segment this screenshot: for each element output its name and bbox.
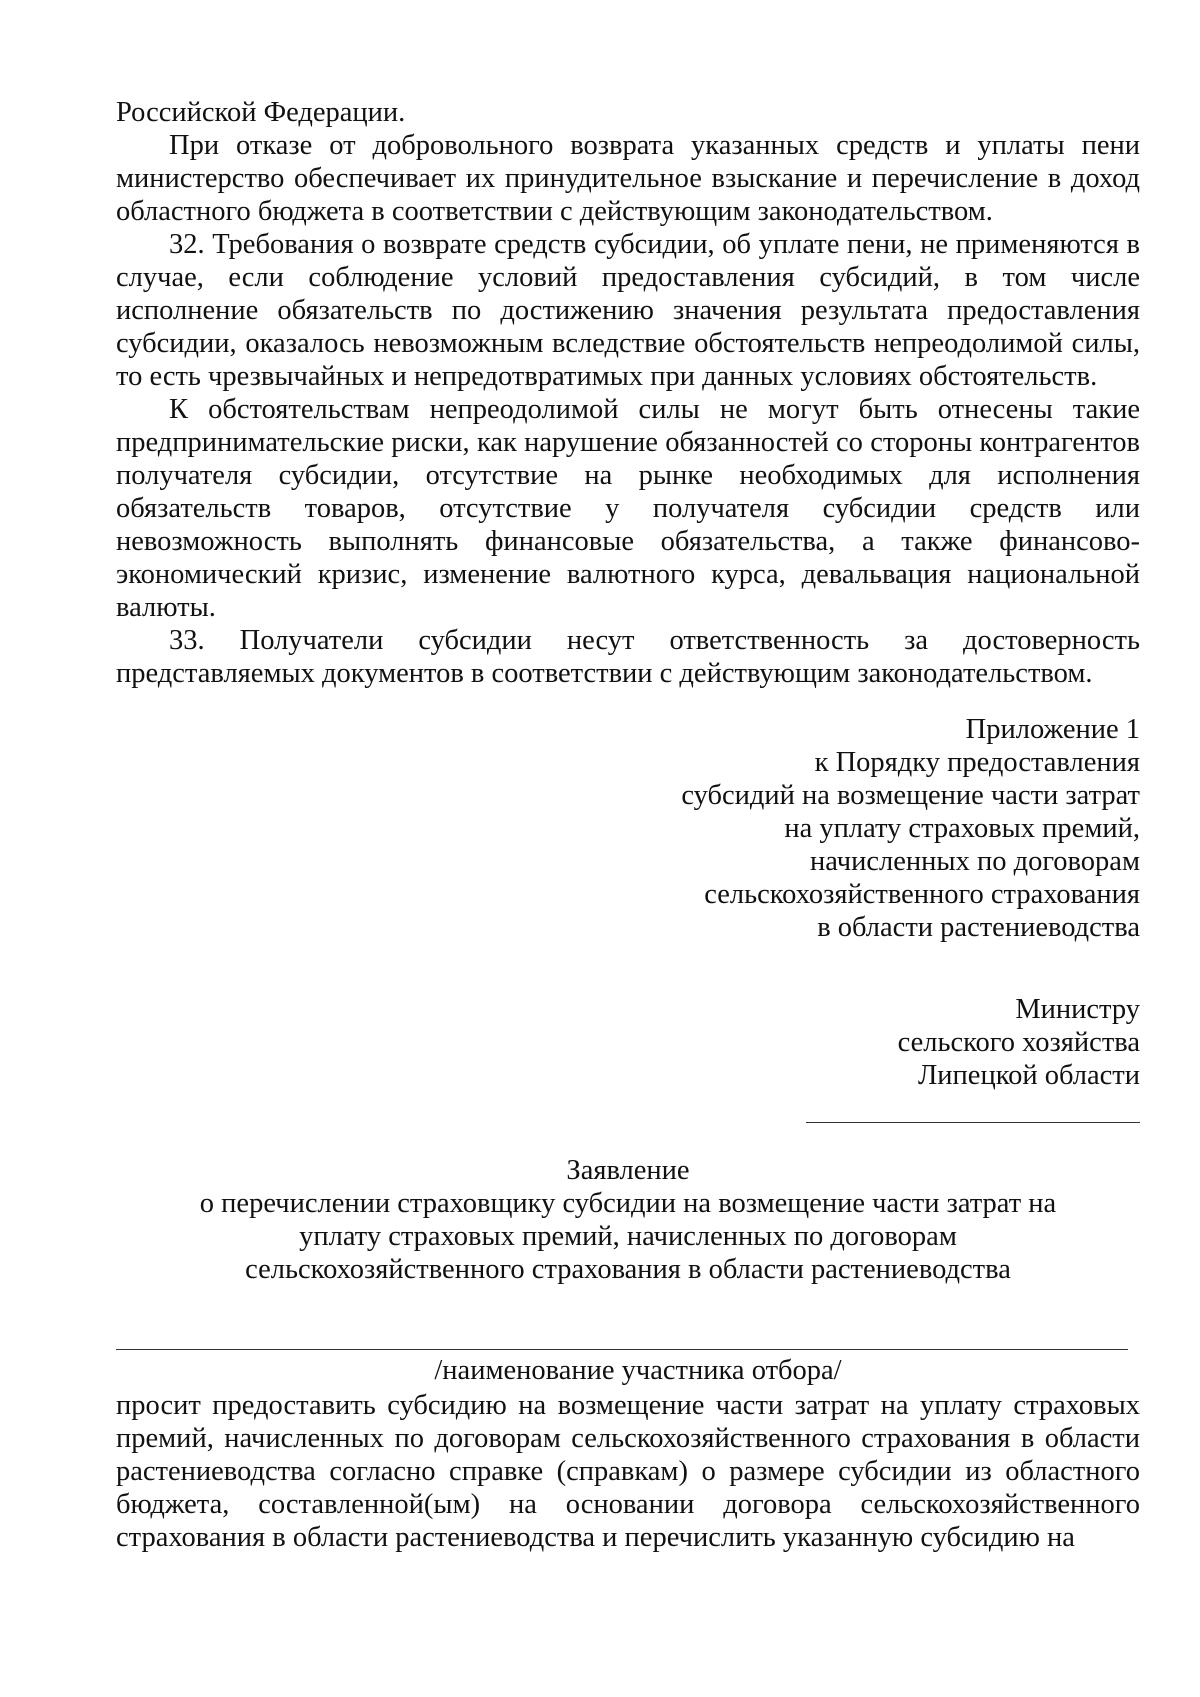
request-text <box>116 1389 1140 1554</box>
addressee-line: Липецкой области <box>917 1060 1140 1091</box>
applicant-name-caption: /наименование участника отбора/ <box>434 1355 842 1386</box>
appendix-line: Приложение 1 <box>965 714 1140 745</box>
appendix-line: сельскохозяйственного страхования <box>704 879 1140 910</box>
appendix-line: на уплату страховых премий, <box>784 813 1140 844</box>
appendix-line: начисленных по договорам <box>810 846 1140 877</box>
document-body <box>116 96 1140 690</box>
statement-title: Заявление <box>566 1155 690 1186</box>
paragraph-refusal: При отказе от добровольного возврата указанных средств и уплаты пени министерство обеспечивает их принудительное взыскание и перечисление в доход областного бюджета в соответствии с действующим законодательством. <box>116 130 1140 227</box>
addressee-blank-line <box>806 1122 1140 1123</box>
appendix-line: субсидий на возмещение части затрат <box>681 780 1140 811</box>
addressee-line: Министру <box>1015 994 1140 1025</box>
addressee-line: сельского хозяйства <box>897 1027 1140 1058</box>
paragraph-force-majeure: К обстоятельствам непреодолимой силы не могут быть отнесены такие предпринимательские риски, как нарушение обязанностей со стороны контрагентов получателя субсидии, отсутствие на рынке необходимых для исполнения обязательств товаров, отсутствие у получателя субсидии средств или невозможность выполнять финансовые обязательства, а также финансово-экономический кризис, изменение валютного курса, девальвация национальной валюты. <box>116 394 1140 623</box>
addressee-block <box>540 993 1140 1092</box>
paragraph-continuation: Российской Федерации. <box>116 97 406 128</box>
appendix-line: к Порядку предоставления <box>814 747 1140 778</box>
paragraph-32: 32. Требования о возврате средств субсидии, об уплате пени, не применяются в случае, если соблюдение условий предоставления субсидий, в том числе исполнение обязательств по достижению значения результата предоставления субсидии, оказалось невозможным вследствие обстоятельств непреодолимой силы, то есть чрезвычайных и непредотвратимых при данных условиях обстоятельств. <box>116 229 1140 392</box>
applicant-name-blank-line <box>116 1349 1128 1350</box>
appendix-line: в области растениеводства <box>817 912 1140 943</box>
statement-subtitle: о перечислении страховщику субсидии на возмещение части затрат на уплату страховых премий, начисленных по договорам сельскохозяйственного страхования в области растениеводства <box>199 1188 1057 1285</box>
appendix-header <box>540 713 1140 944</box>
paragraph-33: 33. Получатели субсидии несут ответственность за достоверность представляемых документов в соответствии с действующим законодательством. <box>116 625 1140 689</box>
statement-heading <box>116 1154 1140 1286</box>
request-paragraph: просит предоставить субсидию на возмещение части затрат на уплату страховых премий, начисленных по договорам сельскохозяйственного страхования в области растениеводства согласно справке (справкам) о размере субсидии из областного бюджета, составленной(ым) на основании договора сельскохозяйственного страхования в области растениеводства и перечислить указанную субсидию на <box>116 1390 1140 1553</box>
